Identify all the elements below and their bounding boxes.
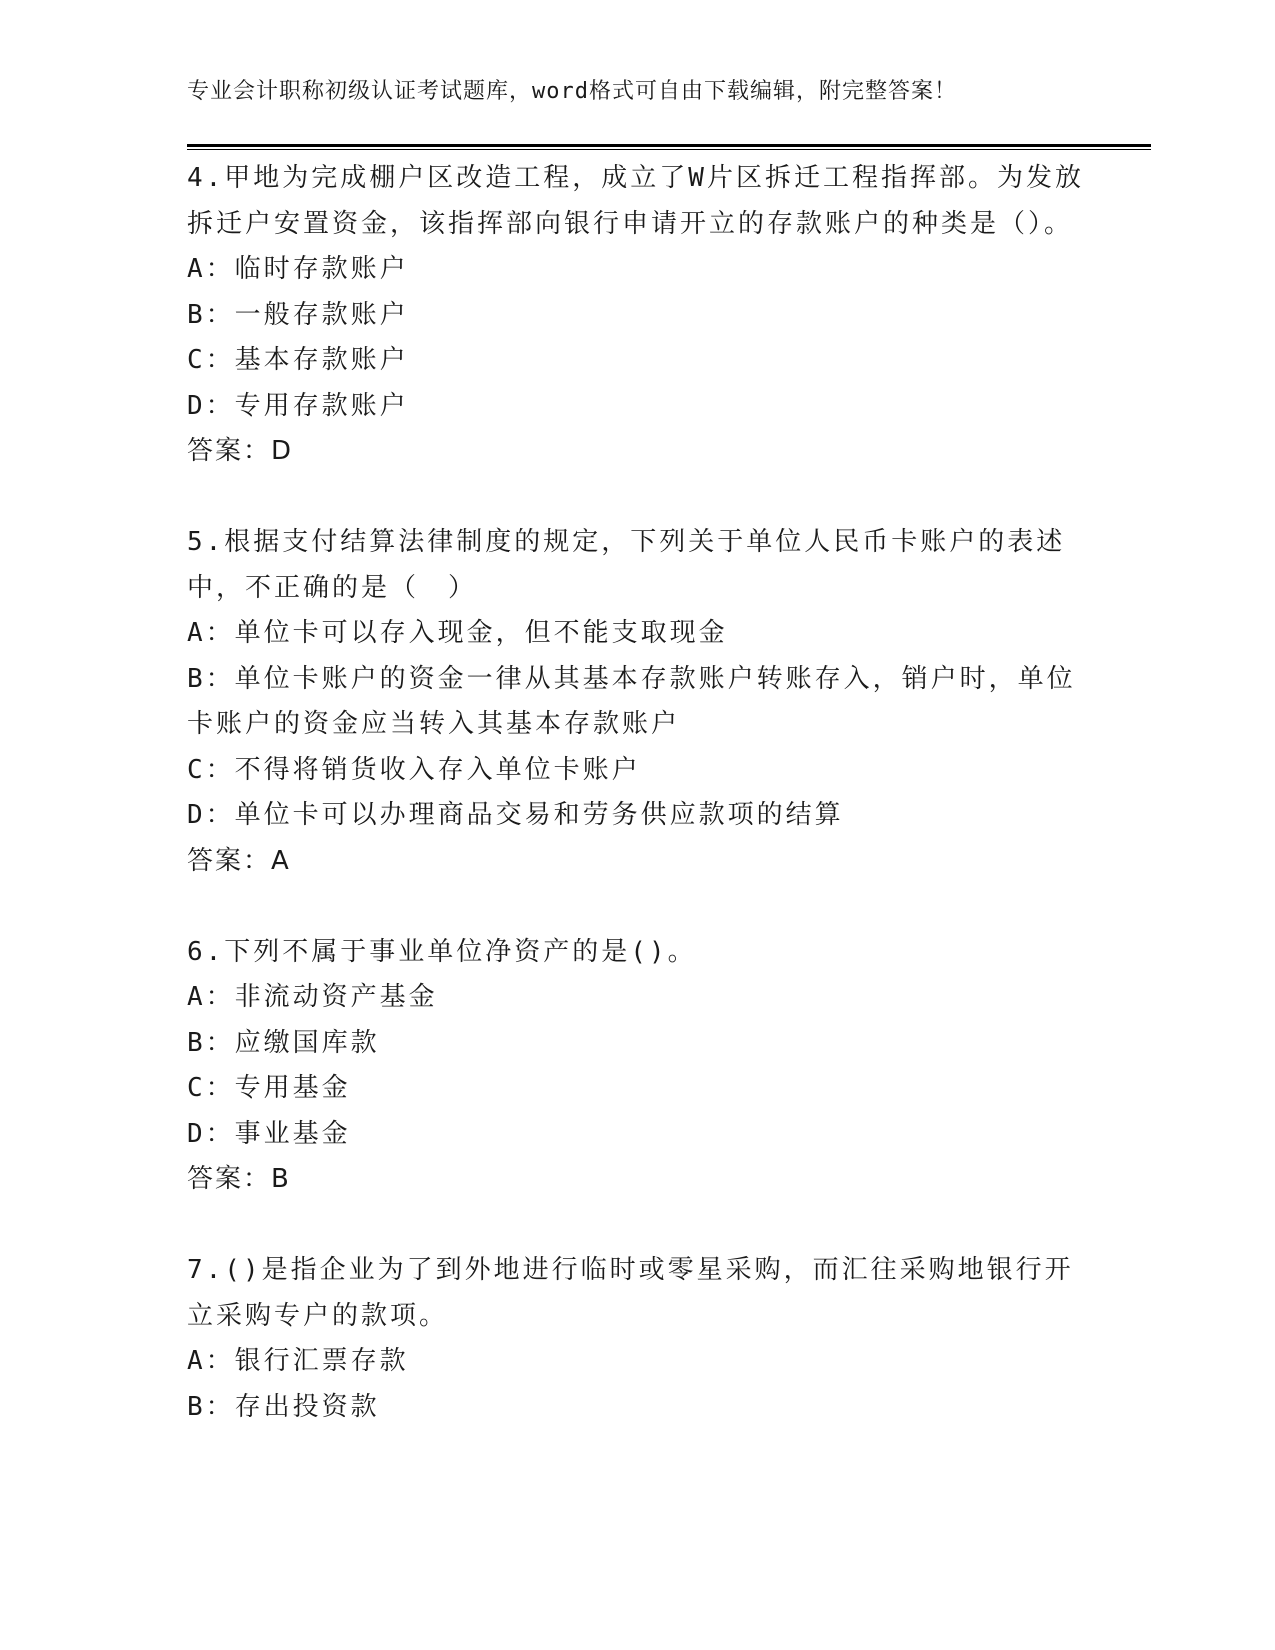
option-b: B：一般存款账户 xyxy=(187,299,409,330)
option-d: D：专用存款账户 xyxy=(187,390,409,421)
option-b: B：应缴国库款 xyxy=(187,1027,380,1058)
header-rule-thin xyxy=(187,149,1151,150)
question-list xyxy=(187,156,1087,1476)
option-b: B：单位卡账户的资金一律从其基本存款账户转账存入，销户时，单位卡账户的资金应当转入其基本存款账户 xyxy=(187,663,1076,739)
answer: 答案：A xyxy=(187,845,291,876)
question-5 xyxy=(187,520,1087,884)
question-4 xyxy=(187,156,1087,475)
option-a: A：银行汇票存款 xyxy=(187,1346,409,1376)
page-header: 专业会计职称初级认证考试题库，word格式可自由下载编辑，附完整答案！ xyxy=(187,79,957,104)
option-c: C：不得将销货收入存入单位卡账户 xyxy=(187,754,641,785)
option-c: C：基本存款账户 xyxy=(187,345,409,375)
question-stem: 5.根据支付结算法律制度的规定，下列关于单位人民币卡账户的表述中，不正确的是（ ） xyxy=(187,527,1066,603)
option-d: D：单位卡可以办理商品交易和劳务供应款项的结算 xyxy=(187,800,844,830)
question-stem: 7.()是指企业为了到外地进行临时或零星采购，而汇往采购地银行开立采购专户的款项。 xyxy=(187,1255,1074,1331)
question-7 xyxy=(187,1248,1087,1430)
question-stem: 6.下列不属于事业单位净资产的是()。 xyxy=(187,936,697,967)
option-a: A：非流动资产基金 xyxy=(187,982,438,1012)
question-stem: 4.甲地为完成棚户区改造工程，成立了W片区拆迁工程指挥部。为发放拆迁户安置资金，该指挥部向银行申请开立的存款账户的种类是（）。 xyxy=(187,163,1084,239)
answer: 答案：B xyxy=(187,1164,291,1194)
question-6 xyxy=(187,930,1087,1203)
option-c: C：专用基金 xyxy=(187,1073,351,1103)
option-a: A：单位卡可以存入现金，但不能支取现金 xyxy=(187,618,728,648)
option-d: D：事业基金 xyxy=(187,1118,351,1149)
option-a: A：临时存款账户 xyxy=(187,254,409,284)
option-b: B：存出投资款 xyxy=(187,1391,380,1422)
answer: 答案：D xyxy=(187,436,294,466)
header-rule-thick xyxy=(187,144,1151,147)
